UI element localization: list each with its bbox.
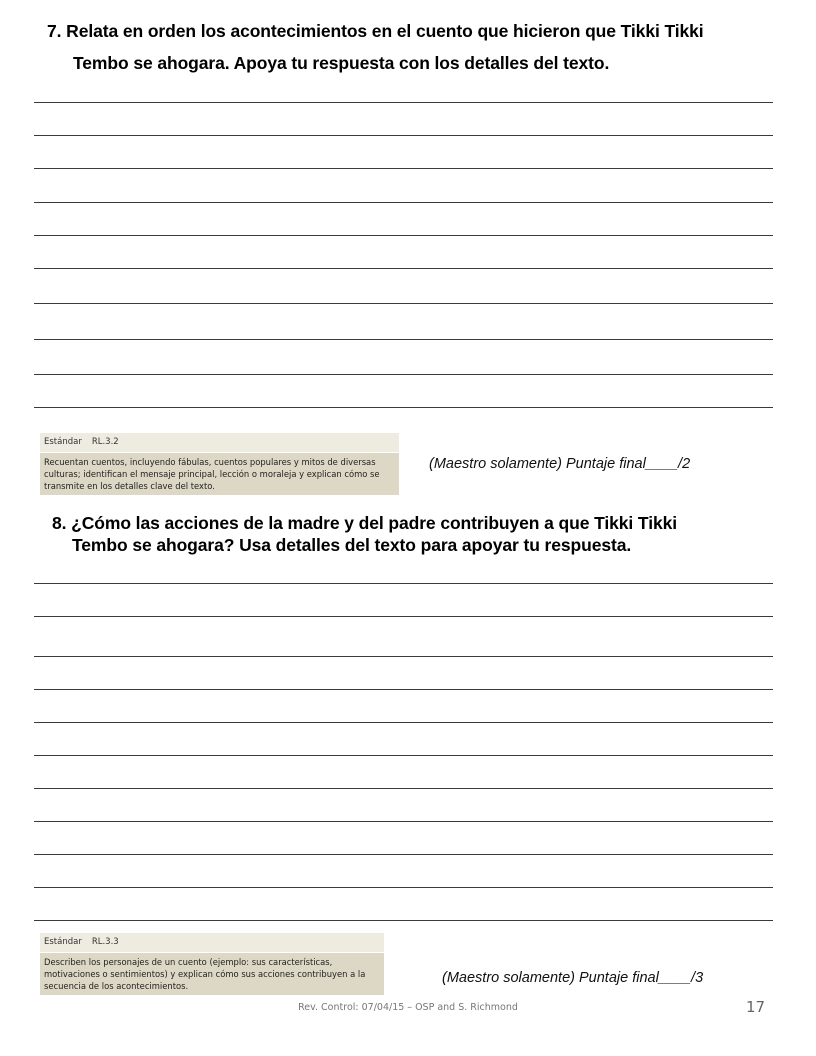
- answer-line[interactable]: [34, 821, 773, 822]
- standard-header: [40, 433, 399, 453]
- answer-line[interactable]: [34, 268, 773, 269]
- standard-header: [40, 933, 384, 953]
- answer-line[interactable]: [34, 689, 773, 690]
- answer-line[interactable]: [34, 202, 773, 203]
- question-8-line-2: Tembo se ahogara? Usa detalles del texto para apoyar tu respuesta.: [72, 535, 632, 555]
- standard-code: RL.3.3: [91, 937, 119, 947]
- footer-revision: Rev. Control: 07/04/15 – OSP and S. Richmond: [298, 1002, 518, 1013]
- standard-description: Describen los personajes de un cuento (ejemplo: sus características, motivaciones o sentimientos) y explican cómo sus acciones contribuyen a la secuencia de los acontecimientos.: [40, 953, 384, 995]
- answer-line[interactable]: [34, 407, 773, 408]
- answer-line[interactable]: [34, 168, 773, 169]
- answer-line[interactable]: [34, 235, 773, 236]
- answer-line[interactable]: [34, 920, 773, 921]
- question-7-line-2: Tembo se ahogara. Apoya tu respuesta con los detalles del texto.: [73, 53, 610, 73]
- answer-line[interactable]: [34, 854, 773, 855]
- standard-description: Recuentan cuentos, incluyendo fábulas, cuentos populares y mitos de diversas culturas; identifican el mensaje principal, lección o moraleja y explican cómo se transmite en los detalles clave del texto.: [40, 453, 399, 495]
- standard-box-rl-3-2: [40, 433, 399, 495]
- page-number: 17: [746, 998, 766, 1016]
- answer-line[interactable]: [34, 656, 773, 657]
- answer-line[interactable]: [34, 135, 773, 136]
- standard-label: Estándar: [44, 937, 82, 947]
- answer-line[interactable]: [34, 755, 773, 756]
- answer-line[interactable]: [34, 788, 773, 789]
- answer-line[interactable]: [34, 887, 773, 888]
- answer-line[interactable]: [34, 583, 773, 584]
- question-7-line-1: 7. Relata en orden los acontecimientos en el cuento que hicieron que Tikki Tikki: [47, 21, 704, 41]
- teacher-score-8: (Maestro solamente) Puntaje final____/3: [442, 970, 704, 986]
- standard-code: RL.3.2: [91, 437, 119, 447]
- answer-line[interactable]: [34, 374, 773, 375]
- teacher-score-7: (Maestro solamente) Puntaje final____/2: [429, 456, 691, 472]
- answer-line[interactable]: [34, 339, 773, 340]
- question-8-line-1: 8. ¿Cómo las acciones de la madre y del padre contribuyen a que Tikki Tikki: [52, 513, 677, 533]
- answer-line[interactable]: [34, 102, 773, 103]
- standard-box-rl-3-3: [40, 933, 384, 995]
- answer-line[interactable]: [34, 616, 773, 617]
- standard-label: Estándar: [44, 437, 82, 447]
- answer-line[interactable]: [34, 303, 773, 304]
- answer-line[interactable]: [34, 722, 773, 723]
